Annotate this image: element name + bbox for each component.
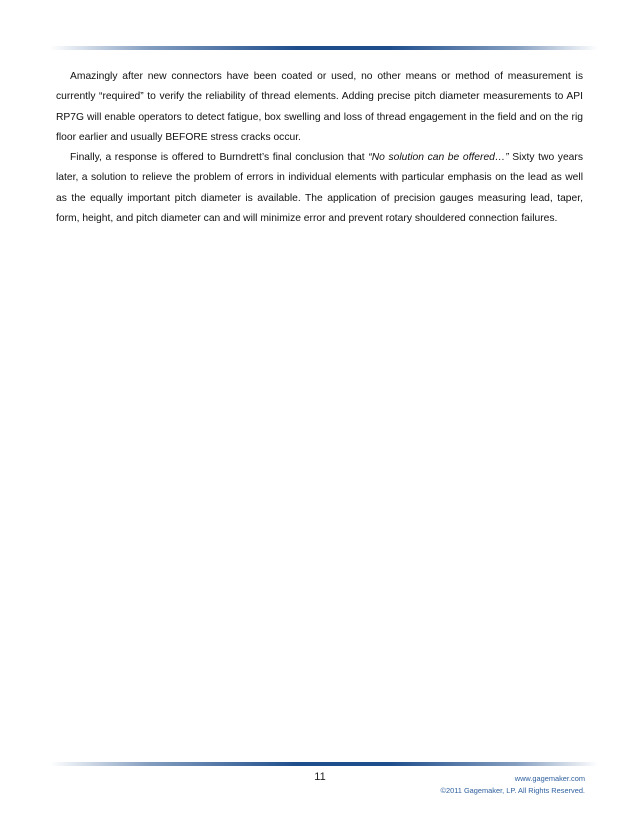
paragraph-measurement-text: Amazingly after new connectors have been coated or used, no other means or method of measurement is currently “required” to verify the reliability of thread elements. Adding precise pitch diameter measurements to API RP7G will enable operators to detect fatigue, box swelling and loss of thread engagement in the field and on the rig floor earlier and usually BEFORE stress cracks occur.	[56, 71, 583, 143]
header-divider	[50, 46, 598, 50]
page-number: 11	[314, 771, 326, 783]
footer-divider	[50, 762, 598, 766]
paragraph-conclusion-text-start: Finally, a response is offered to Burndrett’s final conclusion that	[70, 152, 369, 164]
paragraph-conclusion-text-end: Sixty two years later, a solution to relieve the problem of errors in individual elements with particular emphasis on the lead as well as the equally important pitch diameter is available. The application of precision gauges measuring lead, taper, form, height, and pitch diameter can and will minimize error and prevent rotary shouldered connection failures.	[56, 152, 583, 225]
footer-copyright: ©2011 Gagemaker, LP. All Rights Reserved.	[440, 786, 585, 795]
quoted-conclusion: “No solution can be offered…”	[368, 152, 509, 164]
paragraph-measurement	[56, 67, 583, 148]
footer-website-link[interactable]: www.gagemaker.com	[514, 774, 585, 783]
body-text	[56, 67, 583, 229]
paragraph-conclusion	[56, 148, 583, 229]
